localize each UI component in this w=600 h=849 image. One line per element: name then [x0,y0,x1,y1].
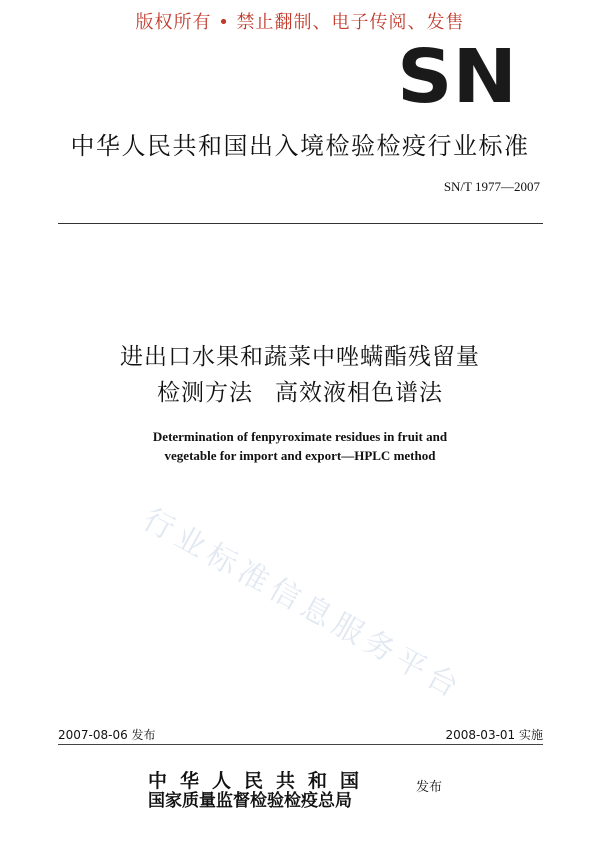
industry-standard-title: 中华人民共和国出入境检验检疫行业标准 [70,132,530,160]
document-title-part-1: 检测方法 [157,380,253,406]
logo-text: SN [397,40,517,110]
english-title-line-2: vegetable for import and export—HPLC method [164,448,436,463]
document-title-line-2 [0,374,600,407]
issuer-agency: 国家质量监督检验检疫总局 [148,791,352,811]
effective-date: 2008-03-01 实施 [445,728,543,742]
watermark: 行业标准信息服务平台 [137,501,469,708]
sn-logo-icon [395,40,520,110]
issue-date: 2007-08-06 发布 [58,728,156,742]
publish-label: 发布 [416,780,443,795]
footer-divider [58,744,543,745]
issuer-country: 中华人民共和国 [148,770,373,792]
document-title-line-1: 进出口水果和蔬菜中唑螨酯残留量 [120,344,480,370]
header-divider [58,223,543,224]
document-title-part-2: 高效液相色谱法 [275,380,443,406]
copyright-notice: 版权所有 • 禁止翻制、电子传阅、发售 [135,12,465,33]
english-title-line-1: Determination of fenpyroximate residues in fruit and [152,429,448,444]
standard-number: SN/T 1977—2007 [443,179,540,194]
